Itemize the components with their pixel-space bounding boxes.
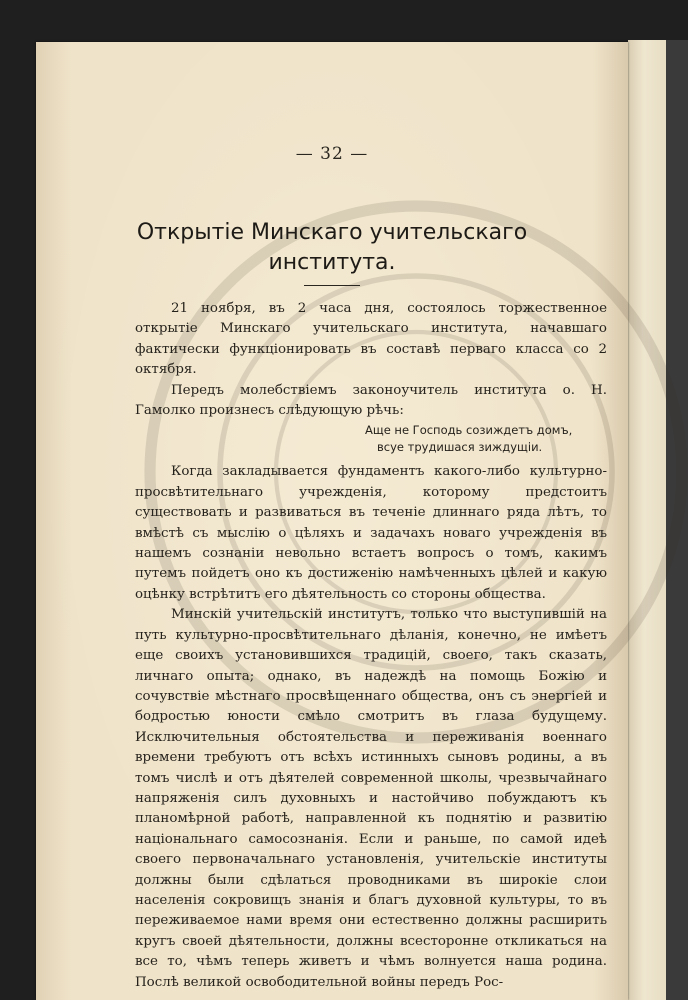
title-divider [304,285,360,286]
title-line-2: института. [268,250,396,275]
page-number: — 32 — [295,144,369,164]
scan-border-right [666,40,688,1000]
paragraph-foundation: Когда закладывается фундаментъ какого-либо культурно-просвѣтительнаго учрежденія, которому предстоитъ существовать и развиваться въ теченіе длиннаго ряда лѣтъ, то вмѣстѣ съ мыслію о цѣляхъ и задачахъ новаго учрежденія въ нашемъ сознаніи невольно встаетъ вопросъ о томъ, какимъ путемъ пойдетъ оно къ достиженію намѣченныхъ цѣлей и какую оцѣнку встрѣтитъ его дѣятельность со стороны общества. [135,464,607,602]
article-body [135,299,607,993]
title-line-1: Открытіе Минскаго учительскаго [136,220,528,245]
article-title [76,218,588,278]
adjacent-page-edge [628,40,668,1000]
paragraph-institute: Минскій учительскій институтъ, только что выступившій на путь культурно-просвѣтительнаго дѣланія, конечно, не имѣетъ еще своихъ установившихся традицій, своего, такъ сказать, личнаго опыта; однако, въ надеждѣ на помощь Божію и сочувствіе мѣстнаго просвѣщеннаго общества, онъ съ энергіей и бодростью юности смѣло смотритъ въ глаза будущему. Исключительныя обстоятельства и переживанія военнаго времени требуютъ отъ всѣхъ истинныхъ сыновъ родины, а въ томъ числѣ и отъ дѣятелей современной школы, чрезвычайнаго напряженія силъ духовныхъ и настойчиво побуждаютъ къ планомѣрной работѣ, направленной къ поднятію и развитію національнаго самосознанія. Если и раньше, по самой идеѣ своего первоначальнаго установленія, учительскіе институты должны были сдѣлаться проводниками въ широкіе слои населенія сокровищъ знанія и благъ духовной культуры, то въ переживаемое нами время они естественно должны расширить кругъ своей дѣятельности, должны всесторонне откликаться на все то, чѣмъ теперь живетъ и чѣмъ волнуется наша родина. Послѣ великой освободительной войны передъ Рос- [135,607,607,990]
epigraph-line-1: Аще не Господь созиждетъ домъ, [365,423,573,438]
epigraph [365,422,607,456]
epigraph-line-2: всуе трудишася зиждущіи. [377,440,543,455]
paragraph-speech-intro: Передъ молебствіемъ законоучитель института о. Н. Гамолко произнесъ слѣдующую рѣчь: [135,382,607,419]
paragraph-opening: 21 ноября, въ 2 часа дня, состоялось торжественное открытіе Минскаго учительскаго института, начавшаго фактически функціонировать въ составѣ перваго класса со 2 октября. [135,301,607,378]
document-page [36,42,628,1000]
